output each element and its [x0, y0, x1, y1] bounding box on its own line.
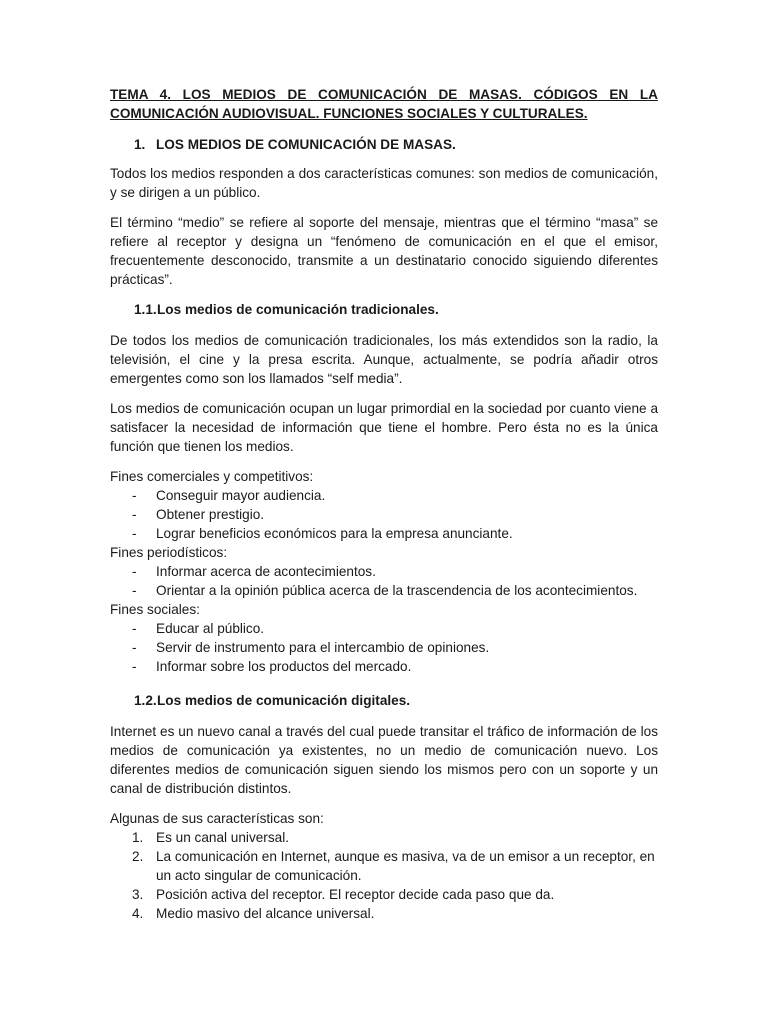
list-item: - Educar al público. [110, 619, 658, 638]
section-1-title: LOS MEDIOS DE COMUNICACIÓN DE MASAS. [156, 137, 456, 152]
characteristics-list [110, 828, 658, 923]
list-item: - Orientar a la opinión pública acerca de la trascendencia de los acontecimientos. [110, 581, 658, 600]
fines-block [110, 467, 658, 676]
dash-bullet: - [132, 507, 137, 522]
list-number: 2. [132, 849, 144, 864]
list-item: - Informar acerca de acontecimientos. [110, 562, 658, 581]
document-title: TEMA 4. LOS MEDIOS DE COMUNICACIÓN DE MASAS. CÓDIGOS EN LA COMUNICACIÓN AUDIOVISUAL. FUNCIONES SOCIALES Y CULTURALES. [110, 87, 658, 121]
dash-bullet: - [132, 488, 137, 503]
list-item: 2. La comunicación en Internet, aunque es masiva, va de un emisor a un receptor, en un acto singular de comunicación. [110, 847, 658, 885]
dash-bullet: - [132, 564, 137, 579]
section-1-2-heading [110, 691, 658, 710]
fines-comerciales-list [110, 486, 658, 543]
list-item: 1. Es un canal universal. [110, 828, 658, 847]
dash-bullet: - [132, 526, 137, 541]
fines-sociales-list [110, 619, 658, 676]
section-1-1-paragraph-1: De todos los medios de comunicación tradicionales, los más extendidos son la radio, la televisión, el cine y la presa escrita. Aunque, actualmente, se podría añadir otros emergentes como son los llamados “self media”. [110, 333, 658, 386]
fines-sociales-label: Fines sociales: [110, 602, 200, 617]
list-item: - Informar sobre los productos del mercado. [110, 657, 658, 676]
list-item: - Servir de instrumento para el intercambio de opiniones. [110, 638, 658, 657]
document-body [110, 85, 658, 923]
section-1-2-paragraph-1: Internet es un nuevo canal a través del cual puede transitar el tráfico de información de los medios de comunicación ya existentes, no un medio de comunicación nuevo. Los diferentes medios de comunicación siguen siendo los mismos pero con un soporte y un canal de distribución distintos. [110, 724, 658, 796]
fines-periodisticos-label: Fines periodísticos: [110, 545, 228, 560]
list-item: - Lograr beneficios económicos para la empresa anunciante. [110, 524, 658, 543]
section-1-2-title: Los medios de comunicación digitales. [157, 693, 411, 708]
section-1-1-paragraph-2: Los medios de comunicación ocupan un lugar primordial en la sociedad por cuanto viene a satisfacer la necesidad de información que tiene el hombre. Pero ésta no es la única función que tienen los medios. [110, 401, 658, 454]
dash-bullet: - [132, 621, 137, 636]
dash-bullet: - [132, 659, 137, 674]
dash-bullet: - [132, 583, 137, 598]
list-number: 3. [132, 887, 144, 902]
section-1-1-title: Los medios de comunicación tradicionales. [157, 302, 439, 317]
list-item: - Conseguir mayor audiencia. [110, 486, 658, 505]
section-1-heading [110, 135, 658, 154]
section-1-number: 1. [134, 137, 146, 152]
section-1-1-number: 1.1. [134, 302, 157, 317]
section-1-2-number: 1.2. [134, 693, 157, 708]
list-number: 4. [132, 906, 144, 921]
list-number: 1. [132, 830, 144, 845]
section-1-paragraph-2: El término “medio” se refiere al soporte del mensaje, mientras que el término “masa” se refiere al receptor y designa un “fenómeno de comunicación en el que el emisor, frecuentemente desconocido, transmite a un destinatario conocido siguiendo diferentes prácticas”. [110, 215, 658, 287]
list-item: 4. Medio masivo del alcance universal. [110, 904, 658, 923]
dash-bullet: - [132, 640, 137, 655]
fines-periodisticos-list [110, 562, 658, 600]
section-1-1-heading [110, 300, 658, 319]
list-item: 3. Posición activa del receptor. El receptor decide cada paso que da. [110, 885, 658, 904]
list-item: - Obtener prestigio. [110, 505, 658, 524]
section-1-paragraph-1: Todos los medios responden a dos características comunes: son medios de comunicación, y se dirigen a un público. [110, 166, 658, 200]
fines-comerciales-label: Fines comerciales y competitivos: [110, 469, 314, 484]
characteristics-intro: Algunas de sus características son: [110, 811, 324, 826]
